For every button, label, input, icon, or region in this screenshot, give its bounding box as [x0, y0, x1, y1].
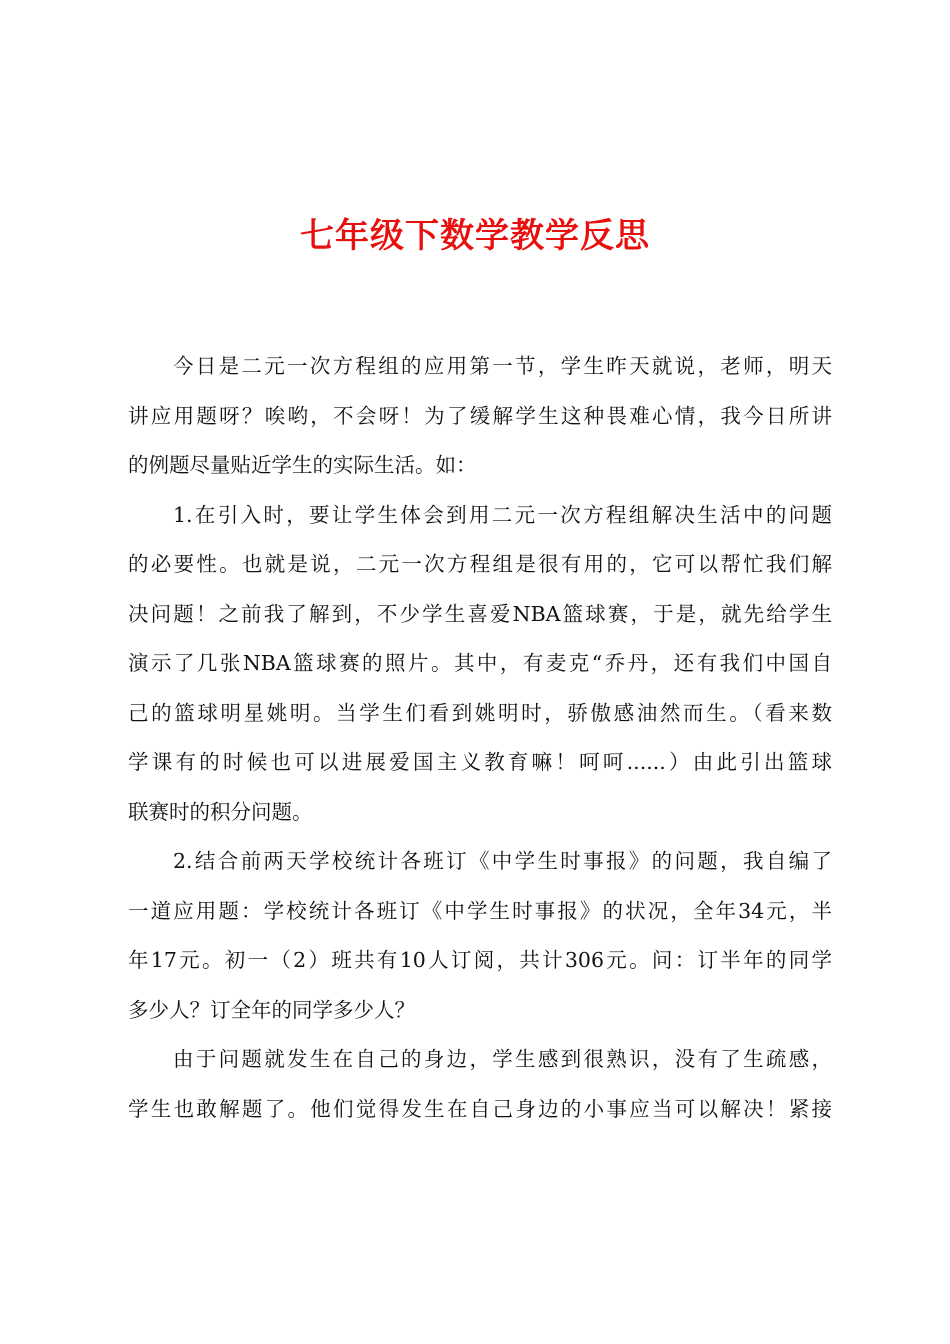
- text-line: 多少人？订全年的同学多少人？: [128, 997, 415, 1022]
- text-line: 年17元。初一（2）班共有10人订阅，共计306元。问：订半年的同学: [128, 948, 832, 972]
- text-line: 1.在引入时，要让学生体会到用二元一次方程组解决生活中的问题: [173, 502, 832, 527]
- text-line: 2.结合前两天学校统计各班订《中学生时事报》的问题，我自编了: [173, 849, 832, 873]
- text-line: 演示了几张NBA篮球赛的照片。其中，有麦克“乔丹，还有我们中国自: [128, 651, 832, 675]
- text-line: 己的篮球明星姚明。当学生们看到姚明时，骄傲感油然而生。（看来数: [128, 700, 832, 725]
- text-line: 讲应用题呀？唉哟，不会呀！为了缓解学生这种畏难心情，我今日所讲: [128, 403, 832, 428]
- paragraph-point-1: [128, 491, 832, 838]
- document-body: [128, 342, 832, 1134]
- text-line: 的例题尽量贴近学生的实际生活。如：: [128, 453, 477, 477]
- document-title: 七年级下数学教学反思: [300, 216, 650, 256]
- paragraph-point-2: [128, 837, 832, 1035]
- paragraph-intro: [128, 342, 832, 491]
- text-line: 今日是二元一次方程组的应用第一节，学生昨天就说，老师，明天: [173, 354, 832, 378]
- text-line: 由于问题就发生在自己的身边，学生感到很熟识，没有了生疏感，: [173, 1047, 832, 1071]
- text-line: 一道应用题：学校统计各班订《中学生时事报》的状况，全年34元，半: [128, 898, 832, 923]
- paragraph-reflection: [128, 1035, 832, 1134]
- text-line: 的必要性。也就是说，二元一次方程组是很有用的，它可以帮忙我们解: [128, 552, 832, 576]
- text-line: 学生也敢解题了。他们觉得发生在自己身边的小事应当可以解决！紧接: [128, 1096, 832, 1121]
- text-line: 联赛时的积分问题。: [128, 799, 313, 824]
- text-line: 决问题！之前我了解到，不少学生喜爱NBA篮球赛，于是，就先给学生: [128, 601, 832, 626]
- text-line: 学课有的时候也可以进展爱国主义教育嘛！呵呵......）由此引出篮球: [128, 750, 832, 774]
